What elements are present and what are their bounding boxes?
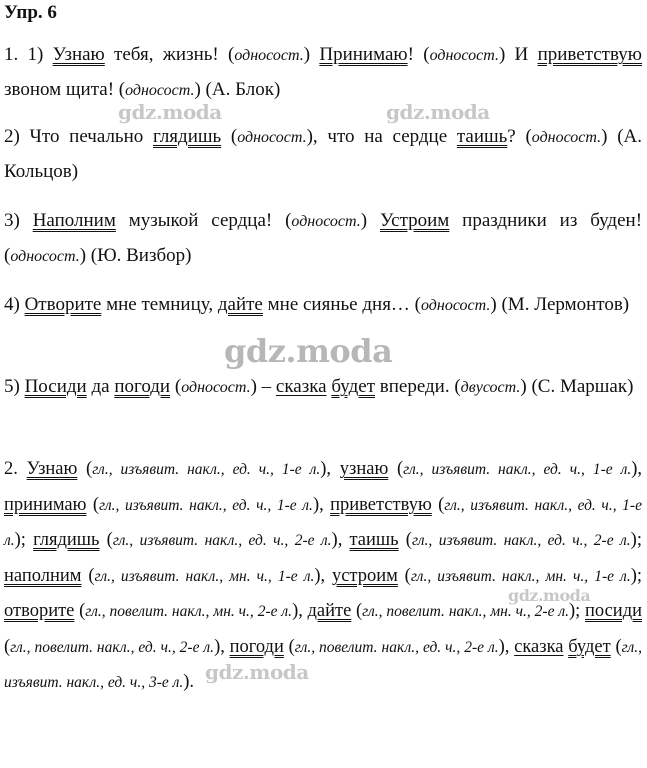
text: )	[360, 210, 380, 231]
predicate: приветствую	[537, 44, 642, 65]
verb: наполним	[4, 565, 82, 586]
text: впереди. (	[375, 376, 461, 397]
watermark: gdz.moda	[224, 332, 393, 370]
subject: сказка	[275, 376, 327, 397]
sentence-type: односост.	[421, 297, 491, 314]
verb-form: гл., изъявит. накл., ед. ч., 2-е л.	[112, 532, 332, 549]
text: ), что на сердце	[306, 126, 457, 147]
sentence-4	[4, 288, 642, 323]
verb-form: гл., изъявит. накл., ед. ч., 3-е л.	[4, 638, 642, 691]
predicate: Отворите	[24, 294, 102, 315]
watermark: gdz.moda	[508, 586, 591, 605]
text: праздники из буден! (	[4, 210, 643, 266]
text: звоном щита! (	[4, 79, 126, 100]
verb-form: гл., изъявит. накл., мн. ч., 1-е л.	[410, 567, 631, 585]
text: ) (Ю. Визбор)	[79, 245, 192, 266]
verb: устроим	[331, 565, 398, 586]
sentence-type: односост.	[429, 47, 499, 64]
verb: таишь	[349, 530, 399, 550]
sentence-type: односост.	[10, 248, 80, 265]
predicate: Узнаю	[52, 44, 105, 65]
item-number: 2)	[4, 126, 20, 147]
predicate: Наполним	[32, 210, 116, 231]
verb-form: гл., изъявит. накл., ед. ч., 1-е л.	[403, 461, 632, 478]
verb-form: гл., изъявит. накл., ед. ч., 1-е л.	[92, 461, 321, 478]
sentence-type: односост.	[531, 129, 602, 146]
verb: отворите	[4, 601, 75, 621]
verb: посиди	[584, 601, 643, 621]
predicate: будет	[331, 376, 375, 397]
watermark: gdz.moda	[386, 100, 490, 124]
verb: глядишь	[33, 530, 100, 550]
sentence-type: односост.	[125, 82, 195, 99]
predicate: глядишь	[152, 126, 222, 147]
verb: принимаю	[4, 494, 87, 515]
sentence-type: односост.	[181, 379, 251, 396]
verb: приветствую	[330, 494, 432, 515]
text: (	[221, 126, 238, 147]
verb: будет	[568, 636, 611, 657]
predicate: дайте	[217, 294, 263, 315]
verb-form: гл., изъявит. накл., ед. ч., 2-е л.	[411, 532, 631, 549]
text: )	[303, 44, 320, 65]
text: ) –	[250, 376, 276, 397]
verb-form: гл., повелит. накл., мн. ч., 2-е л.	[362, 603, 569, 620]
predicate: Посиди	[24, 376, 87, 397]
text: ) (А. Кольцов)	[4, 126, 642, 182]
sentence-type: односост.	[291, 213, 361, 230]
text: да	[86, 376, 115, 397]
verb-form: гл., изъявит. накл., мн. ч., 1-е л.	[94, 567, 315, 585]
text: тебя, жизнь! (	[104, 44, 235, 65]
text: мне сиянье дня… (	[262, 294, 422, 315]
predicate: таишь	[456, 126, 508, 147]
text: ) (С. Маршак)	[520, 376, 634, 397]
text: ! (	[407, 44, 430, 65]
text: ? (	[507, 126, 532, 147]
sentence-type: односост.	[234, 47, 304, 64]
item-number: 3)	[4, 210, 20, 231]
verb-form: гл., изъявит. накл., ед. ч., 1-е л.	[99, 496, 313, 514]
text: ) И	[498, 44, 538, 65]
verb: погоди	[229, 636, 284, 657]
verb: узнаю	[339, 459, 389, 479]
verb-form: гл., повелит. накл., ед. ч., 2-е л.	[10, 638, 215, 656]
verb: дайте	[307, 601, 352, 621]
watermark: gdz.moda	[118, 100, 222, 124]
exercise-title: Упр. 6	[4, 2, 57, 23]
text: мне темницу,	[101, 294, 218, 315]
text: (	[170, 376, 182, 397]
item-number: 2.	[4, 459, 18, 479]
sentence-type: односост.	[237, 129, 307, 146]
sentence-1	[4, 38, 642, 108]
watermark: gdz.moda	[205, 660, 309, 684]
verb-analysis: 2. Узнаю (гл., изъявит. накл., ед. ч., 1-е л.), узнаю (гл., изъявит. накл., ед. ч., 1-е л.), принимаю (гл., изъявит. накл., ед. ч., 1-е л.), приветствую (гл., изъявит. накл., ед. ч., 1-е л.); глядишь (гл., изъявит. накл., ед. ч., 2-е л.), таишь (гл., изъявит. накл., ед. ч., 2-е л.); наполним (гл., изъявит. накл., мн. ч., 1-е л.), устроим (гл., изъявит. накл., мн. ч., 1-е л.); отворите (гл., повелит. накл., мн. ч., 2-е л.), дайте (гл., повелит. накл., мн. ч., 2-е л.); посиди (гл., повелит. накл., ед. ч., 2-е л.), погоди (гл., повелит. накл., ед. ч., 2-е л.), сказка будет (гл., изъявит. накл., ед. ч., 3-е л.).	[4, 459, 643, 692]
sentence-type: двусост.	[460, 379, 521, 396]
subject: сказка	[514, 636, 564, 657]
text: ) (М. Лермонтов)	[490, 294, 630, 315]
text: ) (А. Блок)	[194, 79, 281, 100]
verb-form: гл., изъявит. накл., ед. ч., 1-е л.	[4, 496, 642, 549]
sentence-5	[4, 370, 642, 405]
predicate: Устроим	[379, 210, 450, 231]
verb: Узнаю	[26, 459, 78, 479]
item-number: 5)	[4, 376, 20, 397]
predicate: погоди	[114, 376, 171, 397]
item-number: 1. 1)	[4, 44, 44, 65]
predicate: Принимаю	[319, 44, 408, 65]
text: музыкой сердца! (	[115, 210, 292, 231]
verb-form: гл., повелит. накл., ед. ч., 2-е л.	[294, 638, 499, 656]
sentence-3	[4, 204, 642, 274]
text: Что печально	[19, 126, 153, 147]
sentence-2	[4, 120, 642, 189]
verb-form: гл., повелит. накл., мн. ч., 2-е л.	[85, 603, 293, 620]
item-number: 4)	[4, 294, 20, 315]
